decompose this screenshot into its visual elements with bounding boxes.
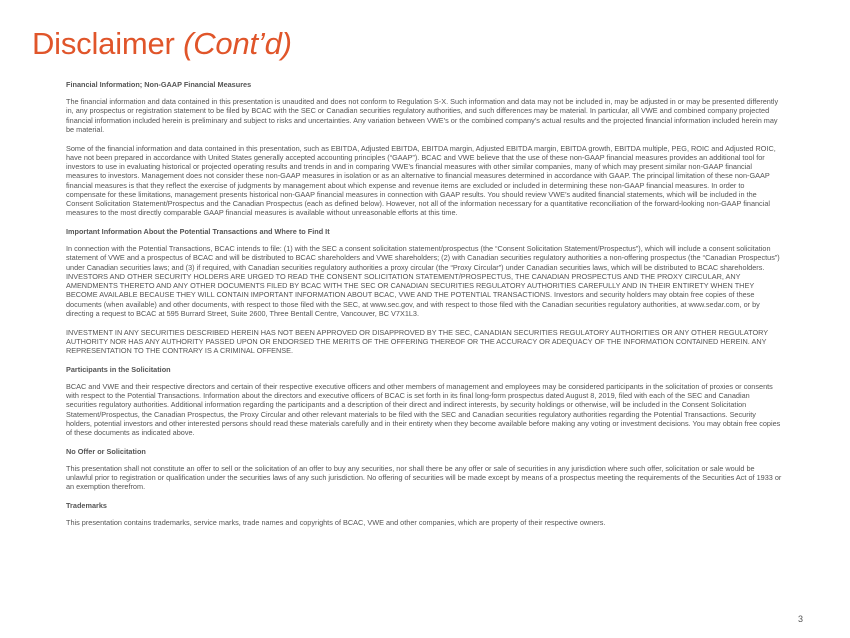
paragraph: In connection with the Potential Transactions, BCAC intends to file: (1) with the SEC a consent solicitation statement/prospectus (the “Consent Solicitation Statement/Prospectus”), which will include a consent solicitation statement of VWE and a prospectus of BCAC and will be distributed to BCAC shareholders and VWE shareholders; (2) with Canadian securities regulatory authorities a non-offering prospectus (the “Canadian Prospectus”) under Canadian securities laws; and (3) if required, with Canadian securities regulatory authorities a proxy circular (the “Proxy Circular”) under Canadian securities laws, which will be distributed to BCAC shareholders. INVESTORS AND OTHER SECURITY HOLDERS ARE URGED TO READ THE CONSENT SOLICITATION STATEMENT/PROSPECTUS, THE CANADIAN PROSPECTUS AND THE PROXY CIRCULAR, ANY AMENDMENTS THERETO AND ANY OTHER DOCUMENTS FILED BY BCAC WITH THE SEC OR CANADIAN SECURITIES REGULATORY AUTHORITIES CAREFULLY AND IN THEIR ENTIRETY WHEN THEY BECOME AVAILABLE BECAUSE THEY WILL CONTAIN IMPORTANT INFORMATION ABOUT BCAC, VWE AND THE POTENTIAL TRANSACTIONS. Investors and security holders may obtain free copies of these documents (when available) and other documents, with respect to those filed with the SEC, at www.sec.gov, and with respect to those filed with the Canadian securities regulatory authorities, at www.sedar.com, or by directing a request to BCAC at 595 Burrard Street, Suite 2600, Three Bentall Centre, Vancouver, BC V7X1L3. bbox=[66, 244, 780, 318]
section-heading: Financial Information; Non-GAAP Financial Measures bbox=[66, 80, 252, 89]
section-heading: Participants in the Solicitation bbox=[66, 364, 171, 374]
section-heading: Trademarks bbox=[66, 501, 107, 510]
section-heading: Important Information About the Potential Transactions and Where to Find It bbox=[66, 227, 330, 236]
paragraph: The financial information and data contained in this presentation is unaudited and does not conform to Regulation S-X. Such information and data may not be included in, may be adjusted in or may be presented differently in, any prospectus or registration statement to be filed by BCAC with the SEC or Canadian securities regulatory authorities, and such differences may be material. In particular, all VWE and combined company projected financial information included herein is preliminary and subject to risks and uncertainties. Any variation between VWE’s or the combined company’s actual results and the projected financial information included herein may be material. bbox=[66, 97, 779, 134]
section-no-offer bbox=[66, 447, 782, 492]
section-financial-information bbox=[66, 80, 782, 218]
disclaimer-content bbox=[66, 80, 782, 537]
section-participants bbox=[66, 365, 782, 438]
page-title-main: Disclaimer bbox=[32, 26, 175, 61]
section-heading: No Offer or Solicitation bbox=[66, 446, 146, 456]
section-trademarks bbox=[66, 501, 782, 527]
paragraph: BCAC and VWE and their respective directors and certain of their respective executive officers and other members of management and employees may be considered participants in the solicitation of proxies or consents with respect to the Potential Transactions. Information about the directors and executive officers of BCAC is set forth in its final long-form prospectus dated August 8, 2019, filed with each of the SEC and Canadian securities regulatory authorities. Additional information regarding the participants and a description of their direct and indirect interests, by security holdings or otherwise, will be included in the Consent Solicitation Statement/Prospectus, the Canadian Prospectus, the Proxy Circular and other relevant materials to be filed with the SEC and Canadian securities regulatory authorities regarding the Potential Transactions. Security holders, potential investors and other interested persons should read these materials carefully and in their entirety when they become available before making any voting or investment decisions. You may obtain free copies of these documents as indicated above. bbox=[66, 381, 781, 437]
paragraph: INVESTMENT IN ANY SECURITIES DESCRIBED HEREIN HAS NOT BEEN APPROVED OR DISAPPROVED BY THE SEC, CANADIAN SECURITIES REGULATORY AUTHORITIES OR ANY OTHER REGULATORY AUTHORITY NOR HAS ANY AUTHORITY PASSED UPON OR ENDORSED THE MERITS OF THE OFFERING THEREOF OR THE ACCURACY OR ADEQUACY OF THE INFORMATION CONTAINED HEREIN. ANY REPRESENTATION TO THE CONTRARY IS A CRIMINAL OFFENSE. bbox=[66, 327, 769, 355]
paragraph: Some of the financial information and data contained in this presentation, such as EBITDA, Adjusted EBITDA, EBITDA margin, Adjusted EBITDA margin, EBITDA growth, EBITDA multiple, PEG, ROIC and Adjusted ROIC, have not been prepared in accordance with United States generally accepted accounting principles (“GAAP”). BCAC and VWE believe that the use of these non-GAAP financial measures provides an additional tool for investors to use in evaluating historical or projected operating results and trends in and in comparing VWE’s financial measures with other similar companies, many of which may present similar non-GAAP financial measures to investors. Management does not consider these non-GAAP measures in isolation or as an alternative to financial measures determined in accordance with GAAP. The principal limitation of these non-GAAP financial measures is that they reflect the exercise of judgments by management about which expense and revenue items are excluded or included in determining these non-GAAP financial measures. In order to compensate for these limitations, management presents historical non-GAAP financial measures in connection with GAAP results. You should review VWE’s audited financial statements, which will be included in the Consent Solicitation Statement/Prospectus and the Canadian Prospectus (each as defined below). However, not all of the information necessary for a quantitative reconciliation of the forward-looking non-GAAP financial measures to the most directly comparable GAAP financial measures is available without unreasonable efforts at this time. bbox=[66, 143, 776, 218]
paragraph: This presentation contains trademarks, service marks, trade names and copyrights of BCAC, VWE and other companies, which are property of their respective owners. bbox=[66, 518, 606, 527]
page-title bbox=[32, 26, 292, 62]
section-important-information bbox=[66, 227, 782, 355]
page-number: 3 bbox=[797, 614, 803, 624]
page-title-italic: (Cont’d) bbox=[183, 26, 292, 61]
paragraph: This presentation shall not constitute an offer to sell or the solicitation of an offer to buy any securities, nor shall there be any offer or sale of securities in any jurisdiction where such offer, solicitation or sale would be unlawful prior to registration or qualification under the securities laws of any such jurisdiction. No offering of securities will be made except by means of a prospectus meeting the requirements of the Securities Act of 1933 or an exemption therefrom. bbox=[66, 463, 782, 492]
